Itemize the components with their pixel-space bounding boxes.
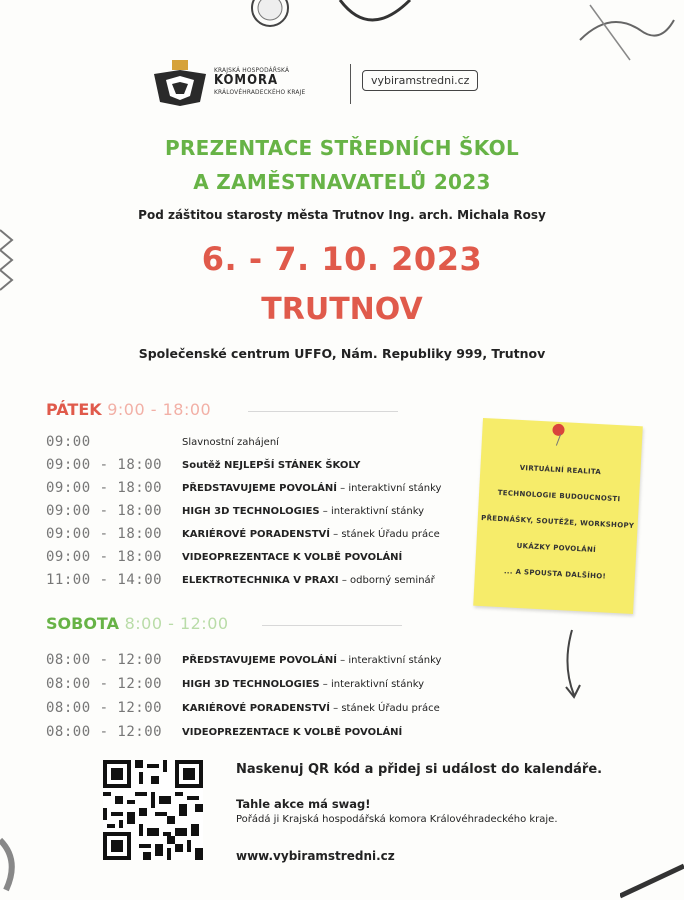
- saturday-time: 8:00 - 12:00: [124, 614, 229, 633]
- event-city: TRUTNOV: [261, 292, 423, 327]
- schedule-time: 09:00: [46, 434, 91, 450]
- pushpin-icon: [552, 424, 565, 437]
- schedule-desc: ELEKTROTECHNIKA V PRAXI – odborný seminář: [182, 575, 435, 586]
- schedule-time: 09:00 - 18:00: [46, 549, 163, 565]
- sticky-item: TECHNOLOGIE BUDOUCNOSTI: [497, 488, 621, 504]
- schedule-desc: HIGH 3D TECHNOLOGIES – interaktivní stánky: [182, 506, 425, 517]
- qr-code[interactable]: [103, 760, 203, 860]
- schedule-time: 08:00 - 12:00: [46, 652, 163, 668]
- logo-divider: [350, 64, 351, 104]
- stethoscope-doodle: [240, 0, 440, 40]
- event-venue: Společenské centrum UFFO, Nám. Republiky 999, Trutnov: [138, 346, 546, 361]
- saturday-day: SOBOTA: [46, 614, 119, 633]
- friday-day: PÁTEK: [46, 400, 102, 419]
- logo-row: [150, 58, 530, 110]
- schedule-desc: VIDEOPREZENTACE K VOLBĚ POVOLÁNÍ: [182, 552, 403, 563]
- highlights-sticky-note: [473, 418, 643, 614]
- qr-instruction: Naskenuj QR kód a přidej si událost do kalendáře.: [236, 762, 603, 777]
- friday-heading: [46, 400, 211, 419]
- schedule-desc: PŘEDSTAVUJEME POVOLÁNÍ – interaktivní stánky: [182, 483, 442, 494]
- pushpin-stem: [556, 434, 561, 446]
- event-dates: 6. - 7. 10. 2023: [201, 240, 483, 278]
- schedule-desc: PŘEDSTAVUJEME POVOLÁNÍ – interaktivní stánky: [182, 655, 442, 666]
- pencil-doodle: [570, 0, 684, 70]
- website-link[interactable]: www.vybiramstredni.cz: [236, 849, 395, 863]
- schedule-desc: Slavnostní zahájení: [182, 437, 279, 448]
- schedule-desc: VIDEOPREZENTACE K VOLBĚ POVOLÁNÍ: [182, 727, 403, 738]
- chamber-line2: KRÁLOVÉHRADECKÉHO KRAJE: [214, 88, 306, 96]
- friday-time: 9:00 - 18:00: [107, 400, 212, 419]
- schedule-desc: KARIÉROVÉ PORADENSTVÍ – stánek Úřadu práce: [182, 703, 440, 714]
- schedule-time: 11:00 - 14:00: [46, 572, 163, 588]
- sticky-item: ... A SPOUSTA DALŠÍHO!: [503, 567, 607, 581]
- event-title-line1: PREZENTACE STŘEDNÍCH ŠKOL: [164, 136, 519, 160]
- friday-divider: [248, 411, 398, 412]
- chamber-wordmark: [214, 66, 305, 96]
- schedule-time: 09:00 - 18:00: [46, 480, 163, 496]
- chamber-name: KOMORA: [214, 73, 279, 88]
- website-logo: vybiramstredni.cz: [362, 70, 478, 91]
- event-title-line2: A ZAMĚSTNAVATELŮ 2023: [193, 170, 491, 194]
- swag-text: Tahle akce má swag!: [236, 797, 371, 811]
- schedule-time: 09:00 - 18:00: [46, 526, 163, 542]
- organizer-text: Pořádá ji Krajská hospodářská komora Královéhradeckého kraje.: [236, 814, 558, 825]
- ribbon-doodle: [0, 820, 30, 900]
- saturday-heading: [46, 614, 229, 633]
- sticky-item: VIRTUÁLNÍ REALITA: [519, 463, 602, 477]
- schedule-desc: HIGH 3D TECHNOLOGIES – interaktivní stánky: [182, 679, 425, 690]
- saturday-divider: [262, 625, 402, 626]
- sticky-item: PŘEDNÁŠKY, SOUTĚŽE, WORKSHOPY: [480, 513, 635, 530]
- schedule-time: 08:00 - 12:00: [46, 676, 163, 692]
- arrow-doodle: [552, 625, 592, 705]
- schedule-desc: KARIÉROVÉ PORADENSTVÍ – stánek Úřadu práce: [182, 529, 440, 540]
- chamber-line1: KRAJSKÁ HOSPODÁŘSKÁ: [214, 66, 290, 74]
- schedule-time: 09:00 - 18:00: [46, 503, 163, 519]
- schedule-time: 09:00 - 18:00: [46, 457, 163, 473]
- sticky-item: UKÁZKY POVOLÁNÍ: [516, 541, 597, 555]
- chamber-lion-logo: [150, 58, 210, 108]
- schedule-time: 08:00 - 12:00: [46, 700, 163, 716]
- schedule-time: 08:00 - 12:00: [46, 724, 163, 740]
- schedule-desc: Soutěž NEJLEPŠÍ STÁNEK ŠKOLY: [182, 460, 361, 471]
- patronage-text: Pod záštitou starosty města Trutnov Ing. arch. Michala Rosy: [138, 208, 546, 222]
- pen-doodle: [620, 860, 684, 900]
